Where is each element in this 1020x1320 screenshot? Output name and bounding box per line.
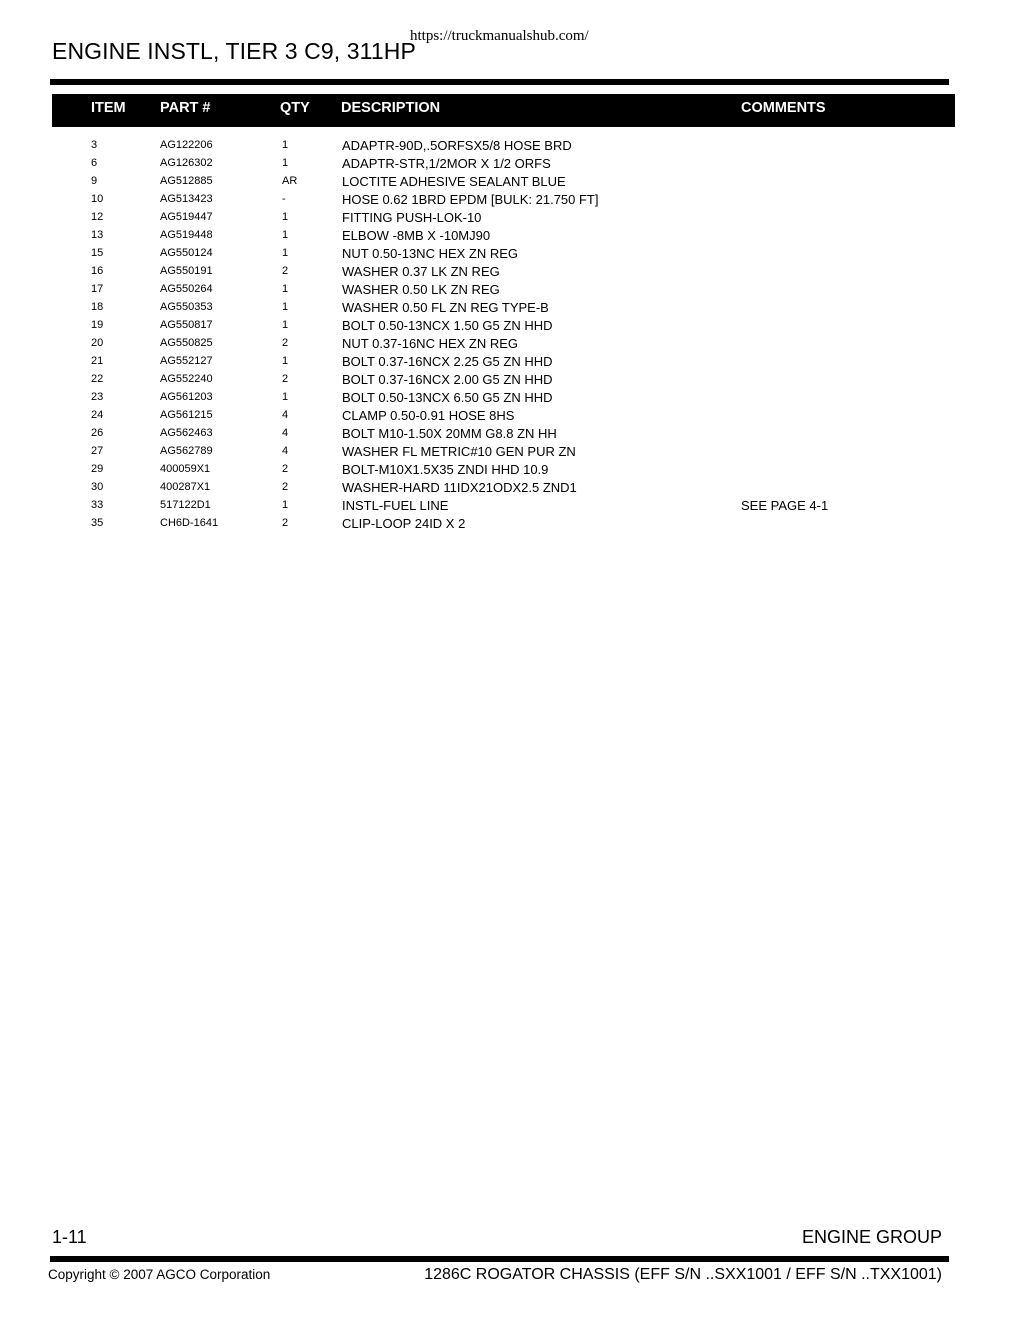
cell-part-number: AG562789 (160, 445, 213, 457)
table-row (52, 244, 955, 262)
table-row (52, 154, 955, 172)
cell-item: 10 (91, 193, 104, 205)
cell-item: 24 (91, 409, 104, 421)
table-row (52, 388, 955, 406)
cell-item: 12 (91, 211, 104, 223)
header-description: DESCRIPTION (341, 100, 441, 116)
table-row (52, 442, 955, 460)
cell-item: 17 (91, 283, 104, 295)
cell-item: 18 (91, 301, 104, 313)
cell-quantity: 2 (282, 481, 289, 493)
model-designation: 1286C ROGATOR CHASSIS (EFF S/N ..SXX1001 / EFF S/N ..TXX1001) (424, 1266, 942, 1283)
cell-quantity: 1 (282, 283, 289, 295)
header-comments: COMMENTS (741, 100, 826, 116)
cell-description: LOCTITE ADHESIVE SEALANT BLUE (342, 174, 566, 189)
cell-quantity: 1 (282, 319, 289, 331)
cell-description: CLIP-LOOP 24ID X 2 (342, 516, 466, 531)
cell-part-number: AG562463 (160, 427, 213, 439)
cell-description: BOLT 0.50-13NCX 6.50 G5 ZN HHD (342, 390, 553, 405)
table-row (52, 496, 955, 514)
cell-item: 16 (91, 265, 104, 277)
cell-quantity: - (282, 193, 286, 205)
cell-description: WASHER 0.50 FL ZN REG TYPE-B (342, 300, 549, 315)
table-row (52, 190, 955, 208)
cell-part-number: 400287X1 (160, 481, 211, 493)
cell-part-number: AG513423 (160, 193, 213, 205)
table-row (52, 316, 955, 334)
cell-quantity: 1 (282, 139, 289, 151)
table-row (52, 478, 955, 496)
cell-item: 33 (91, 499, 104, 511)
page-title: ENGINE INSTL, TIER 3 C9, 311HP (52, 38, 416, 64)
cell-item: 30 (91, 481, 104, 493)
parts-table-body (52, 136, 955, 532)
cell-part-number: AG550264 (160, 283, 213, 295)
cell-comments: SEE PAGE 4-1 (741, 498, 829, 513)
cell-description: INSTL-FUEL LINE (342, 498, 449, 513)
cell-quantity: 2 (282, 463, 289, 475)
cell-description: NUT 0.37-16NC HEX ZN REG (342, 336, 519, 351)
cell-quantity: 1 (282, 301, 289, 313)
cell-item: 35 (91, 517, 104, 529)
cell-item: 20 (91, 337, 104, 349)
table-row (52, 298, 955, 316)
cell-description: BOLT M10-1.50X 20MM G8.8 ZN HH (342, 426, 557, 441)
cell-part-number: 517122D1 (160, 499, 211, 511)
table-row (52, 370, 955, 388)
cell-quantity: 4 (282, 427, 289, 439)
cell-quantity: 2 (282, 265, 289, 277)
cell-part-number: AG550825 (160, 337, 213, 349)
cell-part-number: AG552127 (160, 355, 213, 367)
cell-quantity: 4 (282, 409, 289, 421)
table-row (52, 460, 955, 478)
table-row (52, 262, 955, 280)
cell-part-number: AG561203 (160, 391, 213, 403)
cell-item: 15 (91, 247, 104, 259)
cell-quantity: 2 (282, 517, 289, 529)
cell-description: BOLT 0.37-16NCX 2.25 G5 ZN HHD (342, 354, 553, 369)
cell-description: BOLT 0.37-16NCX 2.00 G5 ZN HHD (342, 372, 553, 387)
cell-item: 3 (91, 139, 98, 151)
cell-quantity: 1 (282, 211, 289, 223)
cell-item: 21 (91, 355, 104, 367)
cell-description: WASHER-HARD 11IDX21ODX2.5 ZND1 (342, 480, 577, 495)
parts-table-header (52, 94, 955, 127)
table-row (52, 514, 955, 532)
cell-description: WASHER FL METRIC#10 GEN PUR ZN (342, 444, 576, 459)
header-item: ITEM (91, 100, 126, 116)
cell-quantity: 1 (282, 499, 289, 511)
cell-item: 22 (91, 373, 104, 385)
cell-description: HOSE 0.62 1BRD EPDM [BULK: 21.750 FT] (342, 192, 599, 207)
cell-item: 19 (91, 319, 104, 331)
top-rule (50, 79, 949, 85)
cell-item: 23 (91, 391, 104, 403)
cell-quantity: 1 (282, 229, 289, 241)
cell-item: 6 (91, 157, 98, 169)
cell-part-number: AG126302 (160, 157, 213, 169)
cell-item: 27 (91, 445, 104, 457)
cell-part-number: AG122206 (160, 139, 213, 151)
cell-item: 26 (91, 427, 104, 439)
header-part-number: PART # (160, 100, 211, 116)
cell-quantity: 1 (282, 355, 289, 367)
table-row (52, 334, 955, 352)
cell-part-number: AG519448 (160, 229, 213, 241)
cell-description: FITTING PUSH-LOK-10 (342, 210, 482, 225)
cell-quantity: AR (282, 175, 298, 187)
cell-quantity: 4 (282, 445, 289, 457)
table-row (52, 280, 955, 298)
cell-quantity: 1 (282, 157, 289, 169)
cell-quantity: 2 (282, 373, 289, 385)
cell-part-number: AG561215 (160, 409, 213, 421)
cell-description: BOLT 0.50-13NCX 1.50 G5 ZN HHD (342, 318, 553, 333)
cell-part-number: AG550353 (160, 301, 213, 313)
cell-part-number: AG512885 (160, 175, 213, 187)
cell-quantity: 2 (282, 337, 289, 349)
cell-item: 13 (91, 229, 104, 241)
cell-item: 9 (91, 175, 98, 187)
cell-part-number: 400059X1 (160, 463, 211, 475)
bottom-rule (50, 1256, 949, 1262)
cell-quantity: 1 (282, 247, 289, 259)
cell-description: CLAMP 0.50-0.91 HOSE 8HS (342, 408, 515, 423)
table-row (52, 208, 955, 226)
cell-part-number: AG550817 (160, 319, 213, 331)
cell-part-number: AG550124 (160, 247, 213, 259)
cell-description: BOLT-M10X1.5X35 ZNDI HHD 10.9 (342, 462, 549, 477)
page-number: 1-11 (52, 1227, 87, 1247)
table-row (52, 172, 955, 190)
cell-description: ADAPTR-STR,1/2MOR X 1/2 ORFS (342, 156, 551, 171)
group-name: ENGINE GROUP (801, 1227, 942, 1247)
cell-part-number: AG552240 (160, 373, 213, 385)
table-row (52, 424, 955, 442)
cell-description: ADAPTR-90D,.5ORFSX5/8 HOSE BRD (342, 138, 572, 153)
table-row (52, 136, 955, 154)
cell-quantity: 1 (282, 391, 289, 403)
table-row (52, 226, 955, 244)
cell-item: 29 (91, 463, 104, 475)
watermark-url: https://truckmanualshub.com/ (410, 28, 589, 44)
table-row (52, 352, 955, 370)
cell-part-number: CH6D-1641 (160, 517, 219, 529)
cell-part-number: AG550191 (160, 265, 213, 277)
cell-description: ELBOW -8MB X -10MJ90 (342, 228, 491, 243)
cell-description: WASHER 0.37 LK ZN REG (342, 264, 500, 279)
header-quantity: QTY (280, 100, 310, 116)
cell-part-number: AG519447 (160, 211, 213, 223)
cell-description: NUT 0.50-13NC HEX ZN REG (342, 246, 519, 261)
cell-description: WASHER 0.50 LK ZN REG (342, 282, 500, 297)
copyright: Copyright © 2007 AGCO Corporation (48, 1267, 271, 1282)
table-row (52, 406, 955, 424)
